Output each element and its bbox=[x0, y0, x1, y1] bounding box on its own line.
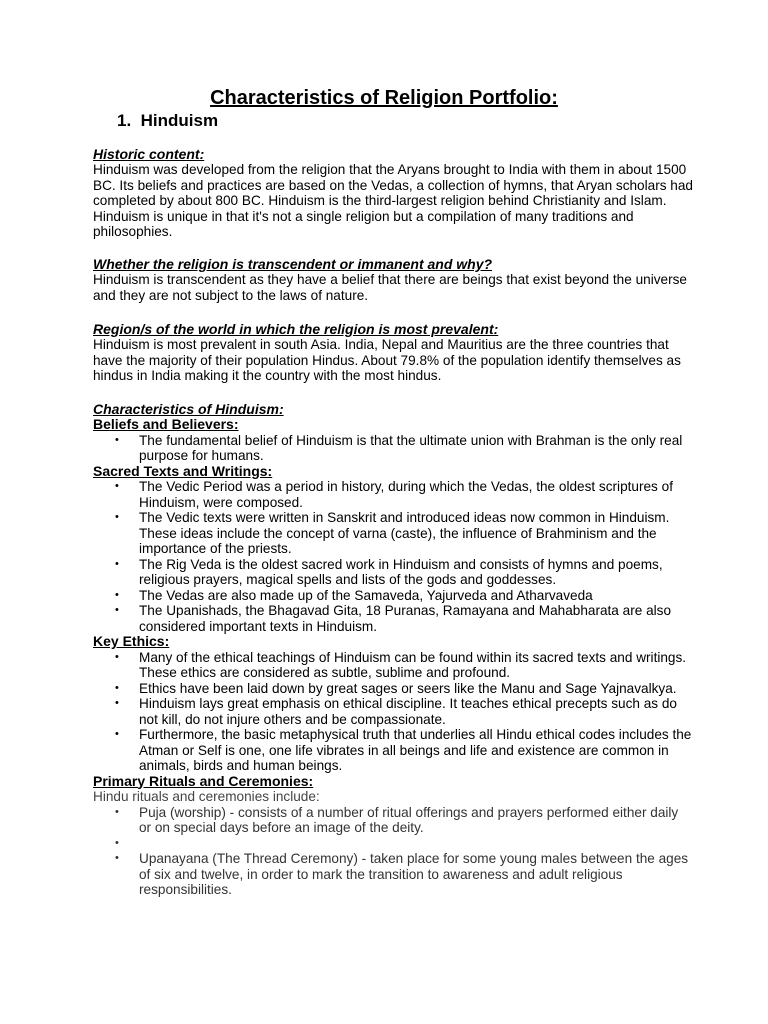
list-item: • Upanayana (The Thread Ceremony) - taken place for some young males between the ages of six and twelve, in order to mark the transition to awareness and adult religious responsibilities. bbox=[115, 851, 689, 897]
section-heading bbox=[117, 110, 218, 132]
bullet-icon: • bbox=[115, 728, 119, 740]
bullet-icon: • bbox=[115, 852, 119, 864]
key-ethics-heading: Key Ethics: bbox=[93, 633, 170, 649]
beliefs-list bbox=[93, 433, 693, 464]
bullet-icon: • bbox=[115, 681, 119, 694]
bullet-icon: • bbox=[115, 604, 119, 616]
list-item: • The Upanishads, the Bhagavad Gita, 18 Puranas, Ramayana and Mahabharata are also considered important texts in Hinduism. bbox=[115, 603, 672, 634]
page-title: Characteristics of Religion Portfolio: bbox=[210, 87, 558, 109]
list-item: • The Vedas are also made up of the Samaveda, Yajurveda and Atharvaveda bbox=[115, 587, 593, 603]
list-item: • Hinduism lays great emphasis on ethical discipline. It teaches ethical precepts such as do not kill, do not injure others and be compassionate. bbox=[115, 696, 677, 727]
historic-heading: Historic content: bbox=[93, 146, 205, 162]
historic-section bbox=[93, 146, 693, 240]
list-item: • The fundamental belief of Hinduism is that the ultimate union with Brahman is the only real purpose for humans. bbox=[115, 432, 683, 463]
rituals-list bbox=[93, 805, 693, 898]
list-item: • The Rig Veda is the oldest sacred work in Hinduism and consists of hymns and poems, religious prayers, magical spells and lists of the gods and goddesses. bbox=[115, 556, 663, 587]
bullet-icon: • bbox=[115, 650, 119, 663]
historic-text: Hinduism was developed from the religion that the Aryans brought to India with them in about 1500 BC. Its beliefs and practices are based on the Vedas, a collection of hymns, that Aryan scholars had completed by about 800 BC. Hinduism is the third-largest religion behind Christianity and Islam. Hinduism is unique in that it's not a single religion but a compilation of many traditions and philosophies. bbox=[93, 162, 693, 239]
section-name: Hinduism bbox=[140, 111, 219, 130]
transcendent-heading: Whether the religion is transcendent or immanent and why? bbox=[93, 256, 493, 272]
bullet-icon: • bbox=[115, 557, 119, 570]
bullet-icon: • bbox=[115, 697, 119, 709]
sacred-texts-list bbox=[93, 479, 693, 634]
list-item: • Furthermore, the basic metaphysical truth that underlies all Hindu ethical codes includes the Atman or Self is one, one life vibrates in all beings and life and existence are common in animals, birds and human beings. bbox=[115, 727, 692, 773]
key-ethics-list bbox=[93, 650, 693, 774]
list-item-empty bbox=[93, 836, 693, 852]
characteristics-section bbox=[93, 401, 693, 898]
list-item: • Puja (worship) - consists of a number of ritual offerings and prayers performed either daily or on special days before an image of the deity. bbox=[115, 804, 679, 835]
region-text: Hinduism is most prevalent in south Asia. India, Nepal and Mauritius are the three countries that have the majority of their population Hindus. About 79.8% of the population identify themselves as hindus in India making it the country with the most hindus. bbox=[93, 337, 681, 383]
bullet-icon: • bbox=[115, 805, 119, 818]
list-item: • The Vedic texts were written in Sanskrit and introduced ideas now common in Hinduism. These ideas include the concept of varna (caste), the influence of Brahminism and the importance of the priests. bbox=[115, 510, 670, 556]
section-number: 1. bbox=[117, 111, 132, 130]
beliefs-heading: Beliefs and Believers: bbox=[93, 416, 239, 432]
region-heading: Region/s of the world in which the religion is most prevalent: bbox=[93, 321, 499, 337]
sacred-texts-heading: Sacred Texts and Writings: bbox=[93, 462, 273, 479]
list-item: • Ethics have been laid down by great sages or seers like the Manu and Sage Yajnavalkya. bbox=[115, 680, 677, 696]
bullet-icon: • bbox=[115, 433, 119, 446]
bullet-icon: • bbox=[115, 588, 119, 601]
transcendent-text: Hinduism is transcendent as they have a belief that there are beings that exist beyond the universe and they are not subject to the laws of nature. bbox=[93, 272, 687, 303]
rituals-heading: Primary Rituals and Ceremonies: bbox=[93, 772, 314, 789]
region-section bbox=[93, 321, 693, 384]
bullet-icon: • bbox=[115, 836, 119, 849]
bullet-icon: • bbox=[115, 511, 119, 523]
transcendent-section bbox=[93, 256, 693, 303]
bullet-icon: • bbox=[115, 480, 119, 492]
list-item: • Many of the ethical teachings of Hinduism can be found within its sacred texts and writings. These ethics are considered as subtle, sublime and profound. bbox=[115, 649, 687, 680]
list-item: • The Vedic Period was a period in history, during which the Vedas, the oldest scriptures of Hinduism, were composed. bbox=[115, 479, 673, 510]
rituals-intro: Hindu rituals and ceremonies include: bbox=[93, 789, 320, 804]
characteristics-heading: Characteristics of Hinduism: bbox=[93, 401, 284, 417]
